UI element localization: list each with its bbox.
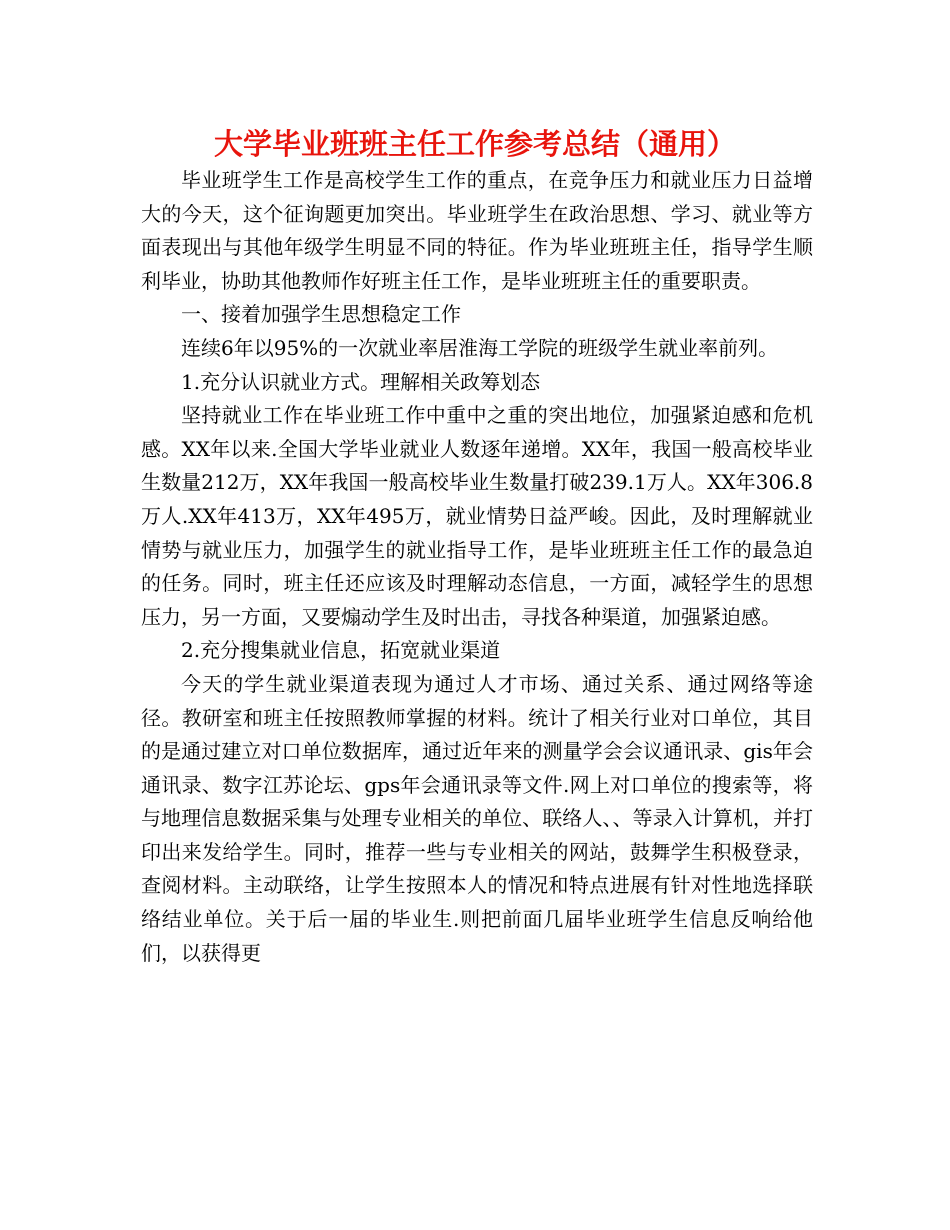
- paragraph-employment-channels: 今天的学生就业渠道表现为通过人才市场、通过关系、通过网络等途径。教研室和班主任按照教师掌握的材料。统计了相关行业对口单位，其目的是通过建立对口单位数据库，通过近年来的测量学会会议通讯录、gis年会通讯录、数字江苏论坛、gps年会通讯录等文件.网上对口单位的搜索等，将与地理信息数据采集与处理专业相关的单位、联络人、、等录入计算机，并打印出来发给学生。同时，推荐一些与专业相关的网站，鼓舞学生积极登录，查阅材料。主动联络，让学生按照本人的情况和特点进展有针对性地选择联络结业单位。关于后一届的毕业生.则把前面几届毕业班学生信息反响给他们，以获得更: [141, 671, 813, 965]
- section-heading-1: 一、接着加强学生思想稳定工作: [181, 302, 461, 327]
- paragraph-employment-situation: 坚持就业工作在毕业班工作中重中之重的突出地位，加强紧迫感和危机感。XX年以来.全国大学毕业就业人数逐年递增。XX年，我国一般高校毕业生数量212万，XX年我国一般高校毕业生数量打破239.1万人。XX年306.8万人.XX年413万，XX年495万，就业情势日益严峻。因此，及时理解就业情势与就业压力，加强学生的就业指导工作，是毕业班班主任工作的最急迫的任务。同时，班主任还应该及时理解动态信息，一方面，减轻学生的思想压力，另一方面，又要煽动学生及时出击，寻找各种渠道，加强紧迫感。: [141, 403, 813, 629]
- paragraph-intro: 毕业班学生工作是高校学生工作的重点，在竞争压力和就业压力日益增大的今天，这个征询题更加突出。毕业班学生在政治思想、学习、就业等方面表现出与其他年级学生明显不同的特征。作为毕业班班主任，指导学生顺利毕业，协助其他教师作好班主任工作，是毕业班班主任的重要职责。: [141, 168, 813, 293]
- document-body: [141, 164, 813, 970]
- paragraph-employment-rate: 连续6年以95%的一次就业率居淮海工学院的班级学生就业率前列。: [181, 335, 779, 360]
- subsection-heading-2: 2.充分搜集就业信息，拓宽就业渠道: [181, 638, 501, 663]
- subsection-heading-1: 1.充分认识就业方式。理解相关政筹划态: [181, 369, 541, 394]
- document-title: 大学毕业班班主任工作参考总结（通用）: [213, 127, 736, 161]
